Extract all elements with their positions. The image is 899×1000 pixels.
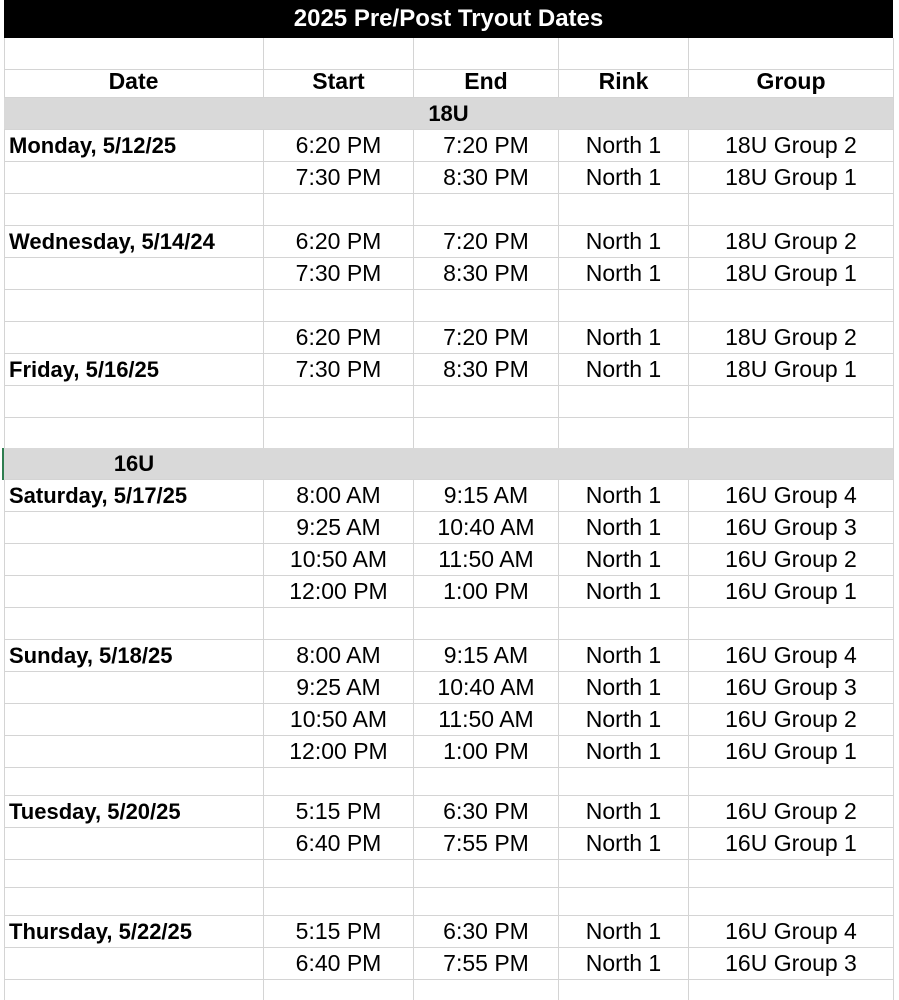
cell[interactable]: [264, 980, 414, 1000]
table-row[interactable]: [4, 544, 893, 576]
group-cell[interactable]: 16U Group 1: [725, 830, 857, 856]
cell[interactable]: [264, 608, 414, 639]
empty-row[interactable]: [4, 290, 893, 322]
group-cell[interactable]: 16U Group 3: [725, 950, 857, 976]
group-cell[interactable]: 18U Group 2: [725, 228, 857, 254]
cell[interactable]: [689, 608, 893, 639]
date-cell[interactable]: Monday, 5/12/25: [4, 130, 264, 161]
table-row[interactable]: [4, 354, 893, 386]
table-row[interactable]: [4, 704, 893, 736]
rink-cell[interactable]: North 1: [559, 480, 689, 511]
rink-cell[interactable]: North 1: [559, 640, 689, 671]
end-cell[interactable]: 11:50 AM: [414, 544, 559, 575]
rink-cell[interactable]: North 1: [559, 258, 689, 289]
empty-row[interactable]: [4, 386, 893, 418]
group-cell[interactable]: 16U Group 2: [725, 546, 857, 572]
cell[interactable]: [689, 386, 893, 417]
table-row[interactable]: [4, 480, 893, 512]
rink-cell[interactable]: North 1: [559, 322, 689, 353]
cell[interactable]: [559, 194, 689, 225]
sheet-title[interactable]: 2025 Pre/Post Tryout Dates: [4, 0, 893, 38]
rink-cell[interactable]: North 1: [559, 796, 689, 827]
start-cell[interactable]: 6:20 PM: [264, 322, 414, 353]
header-start[interactable]: Start: [264, 66, 414, 97]
end-cell[interactable]: 7:20 PM: [414, 322, 559, 353]
rink-cell[interactable]: North 1: [559, 828, 689, 859]
start-cell[interactable]: 5:15 PM: [264, 796, 414, 827]
cell[interactable]: [559, 290, 689, 321]
rink-cell[interactable]: North 1: [559, 354, 689, 385]
table-row[interactable]: [4, 162, 893, 194]
cell[interactable]: [559, 888, 689, 915]
end-cell[interactable]: 7:55 PM: [414, 828, 559, 859]
group-cell[interactable]: 18U Group 1: [725, 260, 857, 286]
group-cell[interactable]: 16U Group 4: [725, 642, 857, 668]
end-cell[interactable]: 8:30 PM: [414, 258, 559, 289]
start-cell[interactable]: 6:40 PM: [264, 948, 414, 979]
cell[interactable]: [264, 888, 414, 915]
cell[interactable]: [689, 860, 893, 887]
cell[interactable]: [559, 386, 689, 417]
cell[interactable]: [414, 386, 559, 417]
cell[interactable]: [559, 980, 689, 1000]
rink-cell[interactable]: North 1: [559, 704, 689, 735]
start-cell[interactable]: 9:25 AM: [264, 672, 414, 703]
table-row[interactable]: [4, 948, 893, 980]
empty-row[interactable]: [4, 608, 893, 640]
group-cell[interactable]: 18U Group 2: [725, 132, 857, 158]
rink-cell[interactable]: North 1: [559, 226, 689, 257]
empty-row[interactable]: [4, 768, 893, 796]
start-cell[interactable]: 8:00 AM: [264, 480, 414, 511]
cell[interactable]: [559, 860, 689, 887]
end-cell[interactable]: 6:30 PM: [414, 916, 559, 947]
date-cell[interactable]: Tuesday, 5/20/25: [4, 796, 264, 827]
cell[interactable]: [689, 290, 893, 321]
group-cell[interactable]: 18U Group 1: [725, 164, 857, 190]
group-cell[interactable]: 18U Group 2: [725, 324, 857, 350]
table-row[interactable]: [4, 512, 893, 544]
group-cell[interactable]: 16U Group 4: [725, 482, 857, 508]
cell[interactable]: [559, 418, 689, 449]
date-cell[interactable]: [4, 704, 264, 735]
section-label: 18U: [428, 100, 469, 126]
cell[interactable]: [689, 38, 893, 69]
start-cell[interactable]: 8:00 AM: [264, 640, 414, 671]
start-cell[interactable]: 6:20 PM: [264, 226, 414, 257]
cell[interactable]: [414, 768, 559, 795]
date-cell[interactable]: [4, 672, 264, 703]
end-cell[interactable]: 10:40 AM: [414, 512, 559, 543]
rink-cell[interactable]: North 1: [559, 544, 689, 575]
cell[interactable]: [414, 860, 559, 887]
section-label: 16U: [113, 450, 155, 476]
empty-row[interactable]: [4, 888, 893, 916]
section-row-18u[interactable]: [4, 98, 893, 130]
empty-row[interactable]: [4, 980, 893, 1000]
cell[interactable]: [4, 290, 264, 321]
cell[interactable]: [264, 290, 414, 321]
gridline: [893, 38, 894, 1000]
date-cell[interactable]: [4, 736, 264, 767]
cell[interactable]: [559, 608, 689, 639]
date-cell[interactable]: [4, 258, 264, 289]
date-cell[interactable]: [4, 948, 264, 979]
end-cell[interactable]: 9:15 AM: [414, 640, 559, 671]
header-row: [4, 66, 893, 98]
end-cell[interactable]: 8:30 PM: [414, 162, 559, 193]
group-cell[interactable]: 18U Group 1: [725, 356, 857, 382]
group-cell[interactable]: 16U Group 1: [725, 738, 857, 764]
table-row[interactable]: [4, 576, 893, 608]
end-cell[interactable]: 6:30 PM: [414, 796, 559, 827]
end-cell[interactable]: 1:00 PM: [414, 576, 559, 607]
end-cell[interactable]: 7:55 PM: [414, 948, 559, 979]
cell[interactable]: [264, 38, 414, 69]
cell[interactable]: [414, 194, 559, 225]
date-cell[interactable]: [4, 828, 264, 859]
start-cell[interactable]: 9:25 AM: [264, 512, 414, 543]
cell[interactable]: [264, 860, 414, 887]
cell[interactable]: [4, 888, 264, 915]
header-group[interactable]: Group: [756, 68, 826, 94]
cell[interactable]: [4, 860, 264, 887]
date-cell[interactable]: Thursday, 5/22/25: [4, 916, 264, 947]
group-cell[interactable]: 16U Group 3: [725, 674, 857, 700]
cell[interactable]: [4, 980, 264, 1000]
date-cell[interactable]: [4, 576, 264, 607]
table-row[interactable]: [4, 258, 893, 290]
group-cell[interactable]: 16U Group 3: [725, 514, 857, 540]
table-row[interactable]: [4, 322, 893, 354]
date-cell[interactable]: Saturday, 5/17/25: [4, 480, 264, 511]
start-cell[interactable]: 7:30 PM: [264, 162, 414, 193]
date-cell[interactable]: [4, 512, 264, 543]
rink-cell[interactable]: North 1: [559, 512, 689, 543]
start-cell[interactable]: 7:30 PM: [264, 354, 414, 385]
cell[interactable]: [559, 768, 689, 795]
cell[interactable]: [264, 194, 414, 225]
header-end[interactable]: End: [414, 66, 559, 97]
rink-cell[interactable]: North 1: [559, 736, 689, 767]
date-cell[interactable]: [4, 322, 264, 353]
start-cell[interactable]: 5:15 PM: [264, 916, 414, 947]
cell[interactable]: [689, 888, 893, 915]
cell[interactable]: [4, 194, 264, 225]
cell[interactable]: [264, 418, 414, 449]
cell[interactable]: [414, 888, 559, 915]
header-date[interactable]: Date: [4, 66, 264, 97]
cell[interactable]: [689, 980, 893, 1000]
table-row[interactable]: [4, 828, 893, 860]
end-cell[interactable]: 7:20 PM: [414, 130, 559, 161]
cell[interactable]: [4, 768, 264, 795]
end-cell[interactable]: 11:50 AM: [414, 704, 559, 735]
group-cell[interactable]: 16U Group 2: [725, 706, 857, 732]
section-row-16u[interactable]: [4, 448, 893, 480]
table-row[interactable]: [4, 736, 893, 768]
cell[interactable]: [264, 386, 414, 417]
header-rink[interactable]: Rink: [559, 66, 689, 97]
group-cell[interactable]: 16U Group 4: [725, 918, 857, 944]
start-cell[interactable]: 7:30 PM: [264, 258, 414, 289]
start-cell[interactable]: 6:40 PM: [264, 828, 414, 859]
date-cell[interactable]: Sunday, 5/18/25: [4, 640, 264, 671]
cell[interactable]: [264, 768, 414, 795]
table-row[interactable]: [4, 640, 893, 672]
rink-cell[interactable]: North 1: [559, 916, 689, 947]
rink-cell[interactable]: North 1: [559, 948, 689, 979]
end-cell[interactable]: 10:40 AM: [414, 672, 559, 703]
group-cell[interactable]: 16U Group 2: [725, 798, 857, 824]
cell[interactable]: [414, 38, 559, 69]
end-cell[interactable]: 1:00 PM: [414, 736, 559, 767]
empty-row[interactable]: [4, 860, 893, 888]
cell[interactable]: [414, 980, 559, 1000]
date-cell[interactable]: [4, 544, 264, 575]
rink-cell[interactable]: North 1: [559, 162, 689, 193]
table-row[interactable]: [4, 130, 893, 162]
start-cell[interactable]: 12:00 PM: [264, 736, 414, 767]
rink-cell[interactable]: North 1: [559, 576, 689, 607]
cell[interactable]: [4, 608, 264, 639]
start-cell[interactable]: 10:50 AM: [264, 544, 414, 575]
date-cell[interactable]: Friday, 5/16/25: [4, 354, 264, 385]
date-cell[interactable]: [4, 162, 264, 193]
cell[interactable]: [414, 290, 559, 321]
cell[interactable]: [689, 418, 893, 449]
table-row[interactable]: [4, 916, 893, 948]
empty-row[interactable]: [4, 194, 893, 226]
cell[interactable]: [689, 194, 893, 225]
start-cell[interactable]: 12:00 PM: [264, 576, 414, 607]
end-cell[interactable]: 9:15 AM: [414, 480, 559, 511]
date-cell[interactable]: Wednesday, 5/14/24: [4, 226, 264, 257]
cell[interactable]: [4, 386, 264, 417]
table-row[interactable]: [4, 796, 893, 828]
cell[interactable]: [559, 38, 689, 69]
rink-cell[interactable]: North 1: [559, 130, 689, 161]
empty-row[interactable]: [4, 418, 893, 450]
cell[interactable]: [689, 768, 893, 795]
cell[interactable]: [4, 38, 264, 69]
cell[interactable]: [414, 418, 559, 449]
cell[interactable]: [4, 418, 264, 449]
start-cell[interactable]: 6:20 PM: [264, 130, 414, 161]
end-cell[interactable]: 8:30 PM: [414, 354, 559, 385]
cell[interactable]: [414, 608, 559, 639]
rink-cell[interactable]: North 1: [559, 672, 689, 703]
group-cell[interactable]: 16U Group 1: [725, 578, 857, 604]
end-cell[interactable]: 7:20 PM: [414, 226, 559, 257]
table-row[interactable]: [4, 226, 893, 258]
table-row[interactable]: [4, 672, 893, 704]
start-cell[interactable]: 10:50 AM: [264, 704, 414, 735]
